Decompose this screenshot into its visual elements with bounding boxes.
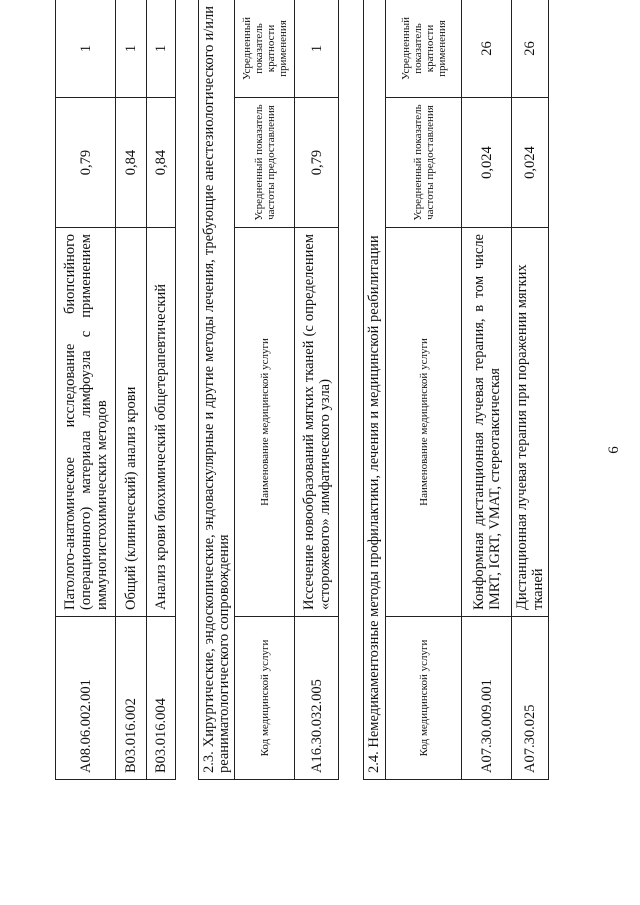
header-frequency: Усредненный показатель частоты предоставления — [235, 98, 295, 228]
multiplicity-value: 1 — [56, 0, 116, 98]
table-title-row — [199, 0, 235, 780]
multiplicity-value: 26 — [462, 0, 512, 98]
table-row — [512, 0, 549, 780]
section-title: 2.3. Хирургические, эндоскопические, эндоваскулярные и другие методы лечения, требующие анестезиологического и/или реаниматологического сопровождения — [199, 0, 235, 780]
service-name: Иссечение новообразований мягких тканей (с определением «сторожевого» лимфатического узла) — [295, 228, 339, 617]
frequency-value: 0,024 — [462, 98, 512, 228]
surgical-methods-table — [198, 0, 339, 780]
multiplicity-value: 1 — [116, 0, 147, 98]
service-code: A07.30.025 — [512, 617, 549, 780]
table-header-row — [386, 0, 462, 780]
service-name: Конформная дистанционная лучевая терапия, в том числе IMRT, IGRT, VMAT, стереотаксическая — [462, 228, 512, 617]
service-name: Патолого-анатомическое исследование биопсийного (операционного) материала лимфоузла с применением иммуногистохимических методов — [56, 228, 116, 617]
multiplicity-value: 1 — [147, 0, 176, 98]
table-row — [462, 0, 512, 780]
service-code: A16.30.032.005 — [295, 617, 339, 780]
service-name: Дистанционная лучевая терапия при поражении мягких тканей — [512, 228, 549, 617]
non-drug-methods-table — [363, 0, 549, 780]
table-title-row — [364, 0, 386, 780]
service-name: Анализ крови биохимический общетерапевтический — [147, 228, 176, 617]
page-number: 6 — [606, 446, 622, 454]
multiplicity-value: 26 — [512, 0, 549, 98]
table-row — [56, 0, 116, 780]
header-name: Наименование медицинской услуги — [386, 228, 462, 617]
header-frequency: Усредненный показатель частоты предоставления — [386, 98, 462, 228]
header-code: Код медицинской услуги — [386, 617, 462, 780]
frequency-value: 0,84 — [147, 98, 176, 228]
service-name: Общий (клинический) анализ крови — [116, 228, 147, 617]
table-row — [147, 0, 176, 780]
section-title: 2.4. Немедикаментозные методы профилактики, лечения и медицинской реабилитации — [364, 0, 386, 780]
multiplicity-value: 1 — [295, 0, 339, 98]
header-multiplicity: Усредненный показатель кратности применения — [386, 0, 462, 98]
frequency-value: 0,79 — [295, 98, 339, 228]
service-code: A08.06.002.001 — [56, 617, 116, 780]
header-multiplicity: Усредненный показатель кратности применения — [235, 0, 295, 98]
service-code: A07.30.009.001 — [462, 617, 512, 780]
table-row — [116, 0, 147, 780]
frequency-value: 0,79 — [56, 98, 116, 228]
frequency-value: 0,84 — [116, 98, 147, 228]
header-code: Код медицинской услуги — [235, 617, 295, 780]
services-table-continued — [55, 0, 176, 780]
table-row — [295, 0, 339, 780]
table-header-row — [235, 0, 295, 780]
header-name: Наименование медицинской услуги — [235, 228, 295, 617]
frequency-value: 0,024 — [512, 98, 549, 228]
service-code: B03.016.002 — [116, 617, 147, 780]
service-code: B03.016.004 — [147, 617, 176, 780]
